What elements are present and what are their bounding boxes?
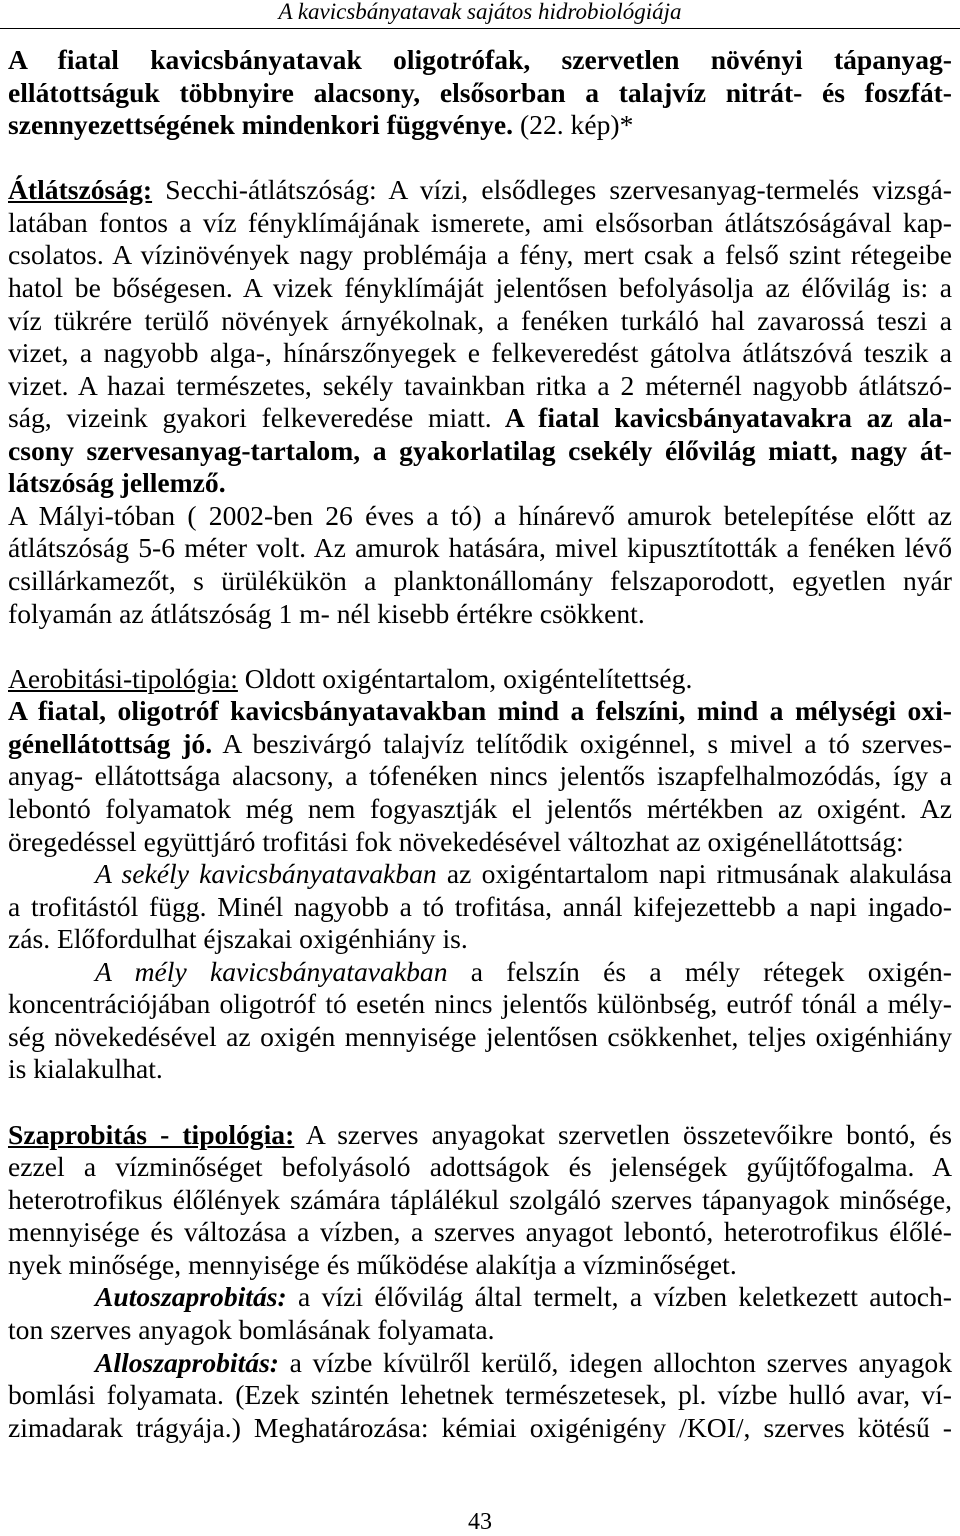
text-run: az oxigéntartalom napi ritmusának alakulása — [436, 858, 952, 890]
text-run: A beszivárgó talajvíz telítődik oxigénnel, s mivel a tó szerves- — [212, 727, 952, 759]
text-line — [8, 239, 952, 272]
text-run: ség növekedésével az oxigén mennyisége jelentősen csökkenhet, teljes oxigénhiány — [8, 1020, 952, 1052]
paragraph-intro — [8, 44, 952, 142]
text-run: hatol be bőségesen. A vizek fényklímáját jelentősen befolyásolja az élővilág is: a — [8, 271, 952, 303]
text-line — [8, 1347, 952, 1380]
text-line — [8, 77, 952, 110]
text-line — [8, 565, 952, 598]
paragraph-shallow-lakes — [8, 858, 952, 956]
text-line — [8, 1021, 952, 1054]
text-run: ság, vizeink gyakori felkeveredése miatt. — [8, 402, 492, 434]
text-run: is kialakulhat. — [8, 1053, 163, 1085]
term-autosaprobity: Autoszaprobitás: — [95, 1281, 287, 1313]
text-run: csillárkamezőt, s ürülékükön a planktonállomány felszaporodott, egyetlen nyár — [8, 565, 952, 596]
text-run: ezzel a vízminőséget befolyásoló adottságok és jelenségek gyűjtőfogalma. A — [8, 1151, 952, 1183]
bold-run: A fiatal kavicsbányatavakra az ala- — [491, 402, 952, 434]
text-line — [8, 663, 952, 696]
text-run: mennyisége és változása a vízben, a szerves anyagot lebontó, heterotrofikus élőlé- — [8, 1216, 952, 1248]
text-run: A szerves anyagokat szervetlen összetevőikre bontó, és — [294, 1118, 952, 1150]
text-run: víz tükrére terülő növények árnyékolnak, a fenéken turkáló hal zavarossá teszi a — [8, 304, 952, 336]
page-number: 43 — [468, 1509, 492, 1535]
text-run: zás. Előfordulhat éjszakai oxigénhiány is. — [8, 923, 468, 955]
text-line — [8, 760, 952, 793]
text-line — [8, 272, 952, 305]
text-line — [8, 1412, 952, 1445]
text-run: vizet, a nagyobb alga-, hínárszőnyegek e felkeveredést gátolva átlátszóvá teszik a — [8, 337, 952, 369]
text-line — [8, 44, 952, 77]
text-run: koncentrációjában oligotróf tó esetén nincs jelentős különbség, eutróf tónál a mély- — [8, 988, 952, 1020]
term-allosaprobity: Alloszaprobitás: — [95, 1346, 279, 1378]
text-line — [8, 1249, 952, 1282]
text-line — [8, 305, 952, 338]
paragraph-malyi-lake — [8, 500, 952, 630]
blank-line — [8, 1086, 952, 1119]
text-run: folyamán az átlátszóság 1 m- nél kisebb értékre csökkent. — [8, 597, 645, 629]
term-saprobity: Szaprobitás - tipológia: — [8, 1118, 295, 1150]
paragraph-autosaprobity — [8, 1281, 952, 1346]
text-line — [8, 337, 952, 370]
term-transparency: Átlátszóság: — [8, 174, 153, 206]
text-line — [8, 956, 952, 989]
bold-run: génellátottság jó. — [8, 727, 213, 759]
text-run: nyek minősége, mennyisége és működése alakítja a vízminőséget. — [8, 1248, 737, 1280]
running-header: A kavicsbányatavak sajátos hidrobiológiája — [0, 0, 960, 29]
bold-run: A fiatal kavicsbányatavak oligotrófak, szervetlen növényi tápanyag- — [8, 44, 952, 75]
text-run: vizet. A hazai természetes, sekély tavainkban ritka a 2 méternél nagyobb átlátszó- — [8, 369, 952, 401]
bold-run: csony szervesanyag-tartalom, a gyakorlatilag csekély élővilág miatt, nagy át- — [8, 434, 952, 466]
text-run: ton szerves anyagok bomlásának folyamata. — [8, 1313, 495, 1345]
text-run: (22. kép)* — [513, 109, 634, 141]
text-line — [8, 1119, 952, 1152]
text-line — [8, 207, 952, 240]
blank-line — [8, 630, 952, 663]
text-line — [8, 467, 952, 500]
text-run: Oldott oxigéntartalom, oxigéntelítettség. — [237, 662, 693, 694]
text-line — [8, 858, 952, 891]
text-line — [8, 500, 952, 533]
text-run: latában fontos a víz fényklímájának ismerete, ami elsősorban átlátszóságával kap- — [8, 206, 952, 238]
text-line — [8, 1216, 952, 1249]
text-run: bomlási folyamata. (Ezek szintén lehetnek természetesek, pl. vízbe hulló avar, ví- — [8, 1379, 952, 1411]
text-run: a trofitástól függ. Minél nagyobb a tó trofitása, annál kifejezettebb a napi ingado- — [8, 890, 952, 922]
text-line — [8, 402, 952, 435]
paragraph-saprobity — [8, 1119, 952, 1282]
italic-run: A sekély kavicsbányatavakban — [95, 858, 437, 890]
text-line — [8, 1151, 952, 1184]
paragraph-oxygen — [8, 695, 952, 858]
paragraph-deep-lakes — [8, 956, 952, 1086]
text-line — [8, 435, 952, 468]
bold-run: szennyezettségének mindenkori függvénye. — [8, 109, 514, 141]
text-run: csolatos. A vízinövények nagy problémája a fény, mert csak a felső szint rétegeibe — [8, 239, 952, 271]
text-run: a felszín és a mély rétegek oxigén- — [447, 955, 952, 987]
blank-line — [8, 142, 952, 175]
text-run: A Mályi-tóban ( 2002-ben 26 éves a tó) a hínárevő amurok betelepítése előtt az — [8, 499, 952, 531]
text-line — [8, 174, 952, 207]
paragraph-transparency — [8, 174, 952, 500]
bold-run: látszóság jellemző. — [8, 467, 226, 499]
text-line — [8, 891, 952, 924]
text-run: Secchi-átlátszóság: A vízi, elsődleges szervesanyag-termelés vizsgá- — [152, 174, 952, 206]
text-run: átlátszóság 5-6 méter volt. Az amurok hatására, mivel kipusztították a fenéken lévő — [8, 532, 952, 564]
text-line — [8, 109, 952, 142]
text-line — [8, 988, 952, 1021]
text-line — [8, 793, 952, 826]
term-aerobity: Aerobitási-tipológia: — [8, 662, 238, 694]
text-run: heterotrofikus élőlények számára táplálékul szolgáló szerves tápanyagok minősége, — [8, 1183, 952, 1215]
text-line — [8, 728, 952, 761]
text-run: öregedéssel együttjáró trofitási fok növekedésével változhat az oxigénellátottság: — [8, 825, 904, 857]
bold-run: ellátottságuk többnyire alacsony, elsősorban a talajvíz nitrát- és foszfát- — [8, 76, 952, 108]
text-line — [8, 826, 952, 859]
document-body — [8, 44, 952, 1444]
text-line — [8, 1281, 952, 1314]
text-line — [8, 1053, 952, 1086]
paragraph-aerobity — [8, 663, 952, 696]
text-run: zimadarak trágyája.) Meghatározása: kémiai oxigénigény /KOI/, szerves kötésű - — [8, 1411, 952, 1443]
text-run: anyag- ellátottsága alacsony, a tófenéken nincs jelentős iszapfelhalmozódás, így a — [8, 760, 952, 792]
bold-run: A fiatal, oligotróf kavicsbányatavakban mind a felszíni, mind a mélységi oxi- — [8, 695, 952, 727]
text-run: a vízbe kívülről kerülő, idegen allochton szerves anyagok — [279, 1346, 952, 1378]
text-line — [8, 1184, 952, 1217]
text-line — [8, 923, 952, 956]
paragraph-allosaprobity — [8, 1347, 952, 1445]
text-line — [8, 370, 952, 403]
text-run: lebontó folyamatok még nem fogyasztják el jelentős mértékben az oxigént. Az — [8, 792, 952, 824]
text-line — [8, 598, 952, 631]
text-line — [8, 1379, 952, 1412]
text-line — [8, 695, 952, 728]
text-line — [8, 1314, 952, 1347]
text-line — [8, 532, 952, 565]
text-run: a vízi élővilág által termelt, a vízben keletkezett autoch- — [286, 1281, 952, 1313]
italic-run: A mély kavicsbányatavakban — [95, 955, 448, 987]
